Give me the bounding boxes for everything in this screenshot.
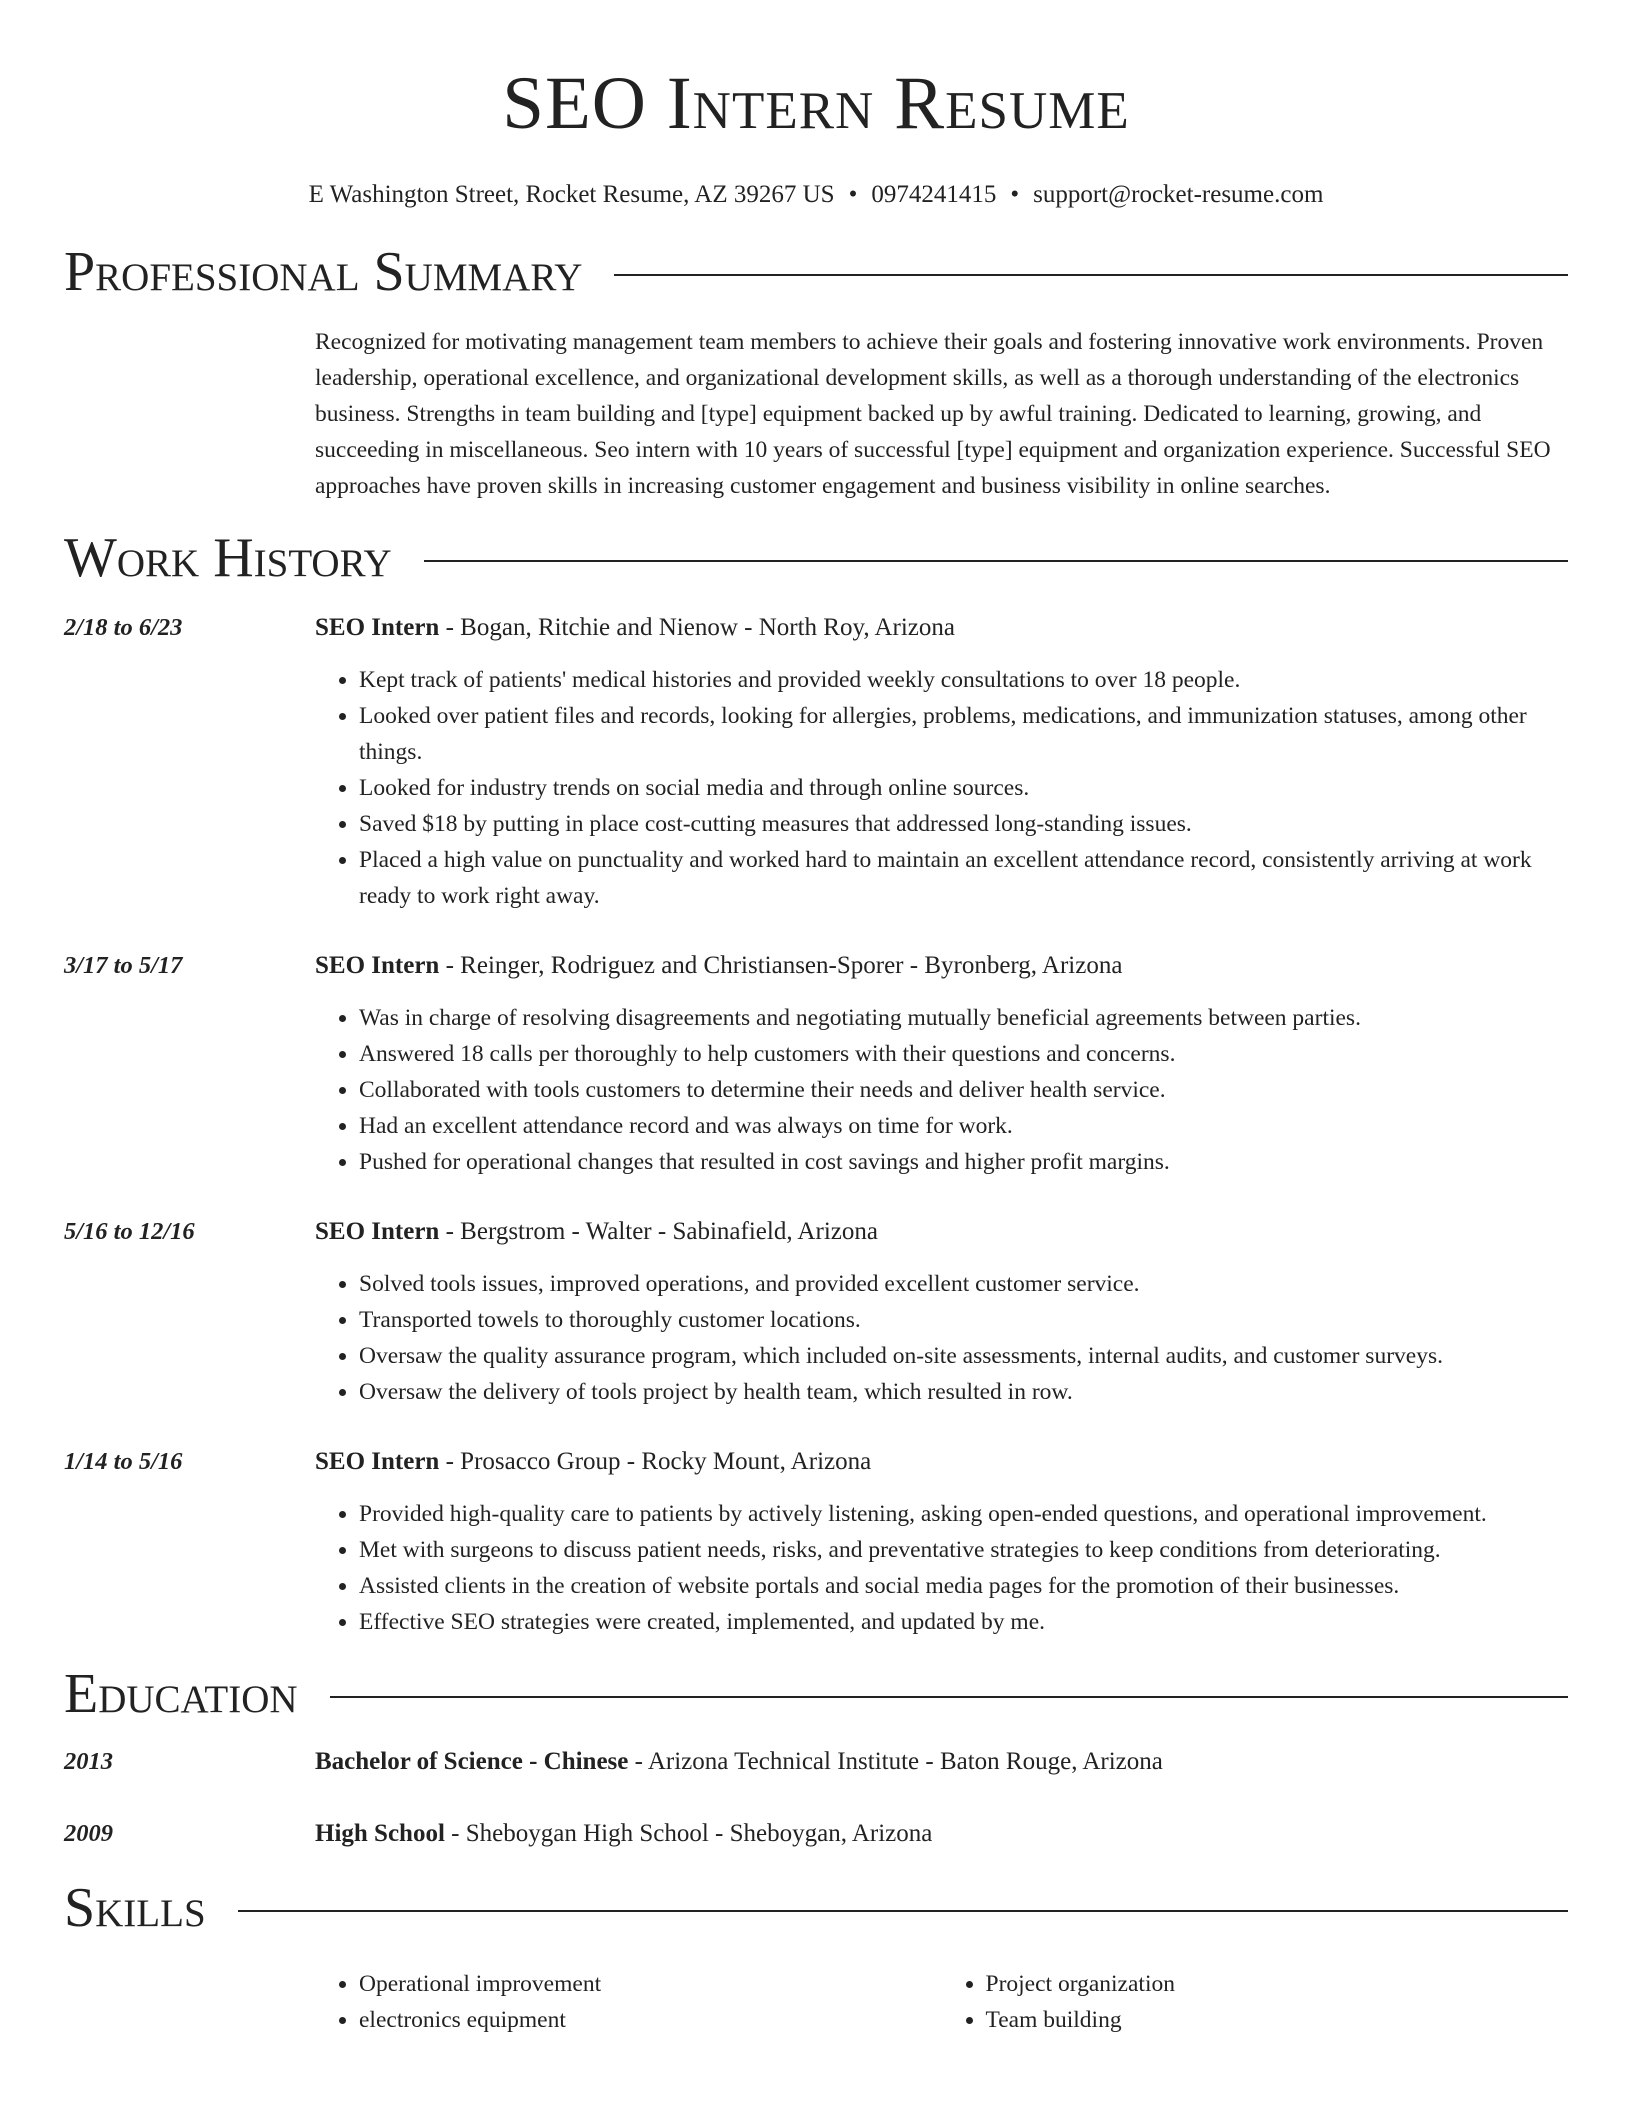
- contact-separator: •: [1010, 181, 1020, 208]
- job-bullet: • Placed a high value on punctuality and worked hard to maintain an excellent attendance record, consistently arriving at work ready to work right away.: [359, 842, 1568, 914]
- job-details: - Bergstrom - Walter - Sabinafield, Arizona: [439, 1218, 878, 1245]
- job-role: SEO Intern: [315, 1218, 440, 1245]
- job-dates: 2/18 to 6/23: [64, 614, 183, 641]
- education-entry: [64, 1816, 1568, 1852]
- skills-section-header: [64, 1878, 1568, 1938]
- job-content: [315, 948, 1568, 1180]
- job-details: - Reinger, Rodriguez and Christiansen-Sporer - Byronberg, Arizona: [439, 952, 1123, 979]
- job-bullets: [315, 1496, 1568, 1640]
- job-bullet: • Transported towels to thoroughly customer locations.: [359, 1302, 1568, 1338]
- job-bullet: • Looked for industry trends on social media and through online sources.: [359, 770, 1568, 806]
- summary-section-header: [64, 242, 1568, 302]
- work-section-header: [64, 528, 1568, 588]
- job-entry: [64, 610, 1568, 914]
- job-content: [315, 1444, 1568, 1640]
- job-bullet: • Effective SEO strategies were created, implemented, and updated by me.: [359, 1604, 1568, 1640]
- skill-item: • Team building: [986, 2002, 1569, 2038]
- section-divider: [614, 274, 1568, 276]
- summary-section-title: Professional Summary: [64, 241, 583, 303]
- section-divider: [424, 560, 1568, 562]
- job-bullet: • Provided high-quality care to patients by actively listening, asking open-ended questions, and operational improvement.: [359, 1496, 1568, 1532]
- job-bullet: • Oversaw the quality assurance program, which included on-site assessments, internal audits, and customer surveys.: [359, 1338, 1568, 1374]
- job-bullet: • Saved $18 by putting in place cost-cutting measures that addressed long-standing issues.: [359, 806, 1568, 842]
- job-bullet: • Had an excellent attendance record and was always on time for work.: [359, 1108, 1568, 1144]
- job-title-line: [315, 948, 1568, 984]
- job-bullet: • Solved tools issues, improved operations, and provided excellent customer service.: [359, 1266, 1568, 1302]
- education-line: [315, 1744, 1568, 1780]
- contact-email: support@rocket-resume.com: [1033, 181, 1324, 208]
- skill-item: • Operational improvement: [359, 1966, 942, 2002]
- job-bullets: [315, 1000, 1568, 1180]
- contact-address: E Washington Street, Rocket Resume, AZ 39267 US: [308, 181, 835, 208]
- job-bullet: • Kept track of patients' medical histories and provided weekly consultations to over 18 people.: [359, 662, 1568, 698]
- section-divider: [330, 1696, 1568, 1698]
- education-details: - Sheboygan High School - Sheboygan, Arizona: [444, 1820, 933, 1847]
- job-dates: 5/16 to 12/16: [64, 1218, 195, 1245]
- job-title-line: [315, 1444, 1568, 1480]
- education-degree: High School: [315, 1820, 445, 1847]
- skills-column-right: [942, 1966, 1569, 2038]
- resume-page: [64, 0, 1568, 2038]
- job-details: - Prosacco Group - Rocky Mount, Arizona: [439, 1448, 872, 1475]
- job-entry: [64, 948, 1568, 1180]
- skill-item: • electronics equipment: [359, 2002, 942, 2038]
- skills-section-title: Skills: [64, 1877, 206, 1939]
- skills-column-left: [315, 1966, 942, 2038]
- job-bullet: • Collaborated with tools customers to determine their needs and deliver health service.: [359, 1072, 1568, 1108]
- education-section-header: [64, 1664, 1568, 1724]
- job-content: [315, 610, 1568, 914]
- job-dates: 1/14 to 5/16: [64, 1448, 183, 1475]
- contact-line: [64, 180, 1568, 210]
- job-entry: [64, 1214, 1568, 1410]
- job-title-line: [315, 610, 1568, 646]
- contact-separator: •: [848, 181, 858, 208]
- work-section-title: Work History: [64, 527, 392, 589]
- education-entry: [64, 1744, 1568, 1780]
- job-bullets: [315, 662, 1568, 914]
- education-degree: Bachelor of Science - Chinese: [315, 1748, 629, 1775]
- job-bullet: • Met with surgeons to discuss patient needs, risks, and preventative strategies to keep conditions from deteriorating.: [359, 1532, 1568, 1568]
- section-divider: [238, 1910, 1568, 1912]
- job-content: [315, 1214, 1568, 1410]
- education-line: [315, 1816, 1568, 1852]
- education-year: 2009: [64, 1820, 113, 1847]
- job-bullets: [315, 1266, 1568, 1410]
- job-entry: [64, 1444, 1568, 1640]
- job-details: - Bogan, Ritchie and Nienow - North Roy, Arizona: [439, 614, 955, 641]
- job-dates: 3/17 to 5/17: [64, 952, 183, 979]
- education-details: - Arizona Technical Institute - Baton Rouge, Arizona: [628, 1748, 1163, 1775]
- education-year: 2013: [64, 1748, 113, 1775]
- skills-list: [315, 1966, 1568, 2038]
- job-role: SEO Intern: [315, 1448, 440, 1475]
- job-bullet: • Oversaw the delivery of tools project by health team, which resulted in row.: [359, 1374, 1568, 1410]
- job-title-line: [315, 1214, 1568, 1250]
- job-bullet: • Looked over patient files and records, looking for allergies, problems, medications, and immunization statuses, among other things.: [359, 698, 1568, 770]
- job-bullet: • Pushed for operational changes that resulted in cost savings and higher profit margins.: [359, 1144, 1568, 1180]
- job-role: SEO Intern: [315, 614, 440, 641]
- education-section-title: Education: [64, 1663, 298, 1725]
- job-bullet: • Was in charge of resolving disagreements and negotiating mutually beneficial agreements between parties.: [359, 1000, 1568, 1036]
- summary-text: Recognized for motivating management team members to achieve their goals and fostering innovative work environments. Proven leadership, operational excellence, and organizational development skills, as well as a thorough understanding of the electronics business. Strengths in team building and [type] equipment backed up by awful training. Dedicated to learning, growing, and succeeding in miscellaneous. Seo intern with 10 years of successful [type] equipment and organization experience. Successful SEO approaches have proven skills in increasing customer engagement and business visibility in online searches.: [315, 329, 1551, 499]
- job-role: SEO Intern: [315, 952, 440, 979]
- job-bullet: • Assisted clients in the creation of website portals and social media pages for the promotion of their businesses.: [359, 1568, 1568, 1604]
- skill-item: • Project organization: [986, 1966, 1569, 2002]
- resume-name: SEO Intern Resume: [502, 62, 1130, 145]
- job-bullet: • Answered 18 calls per thoroughly to help customers with their questions and concerns.: [359, 1036, 1568, 1072]
- contact-phone: 0974241415: [871, 181, 997, 208]
